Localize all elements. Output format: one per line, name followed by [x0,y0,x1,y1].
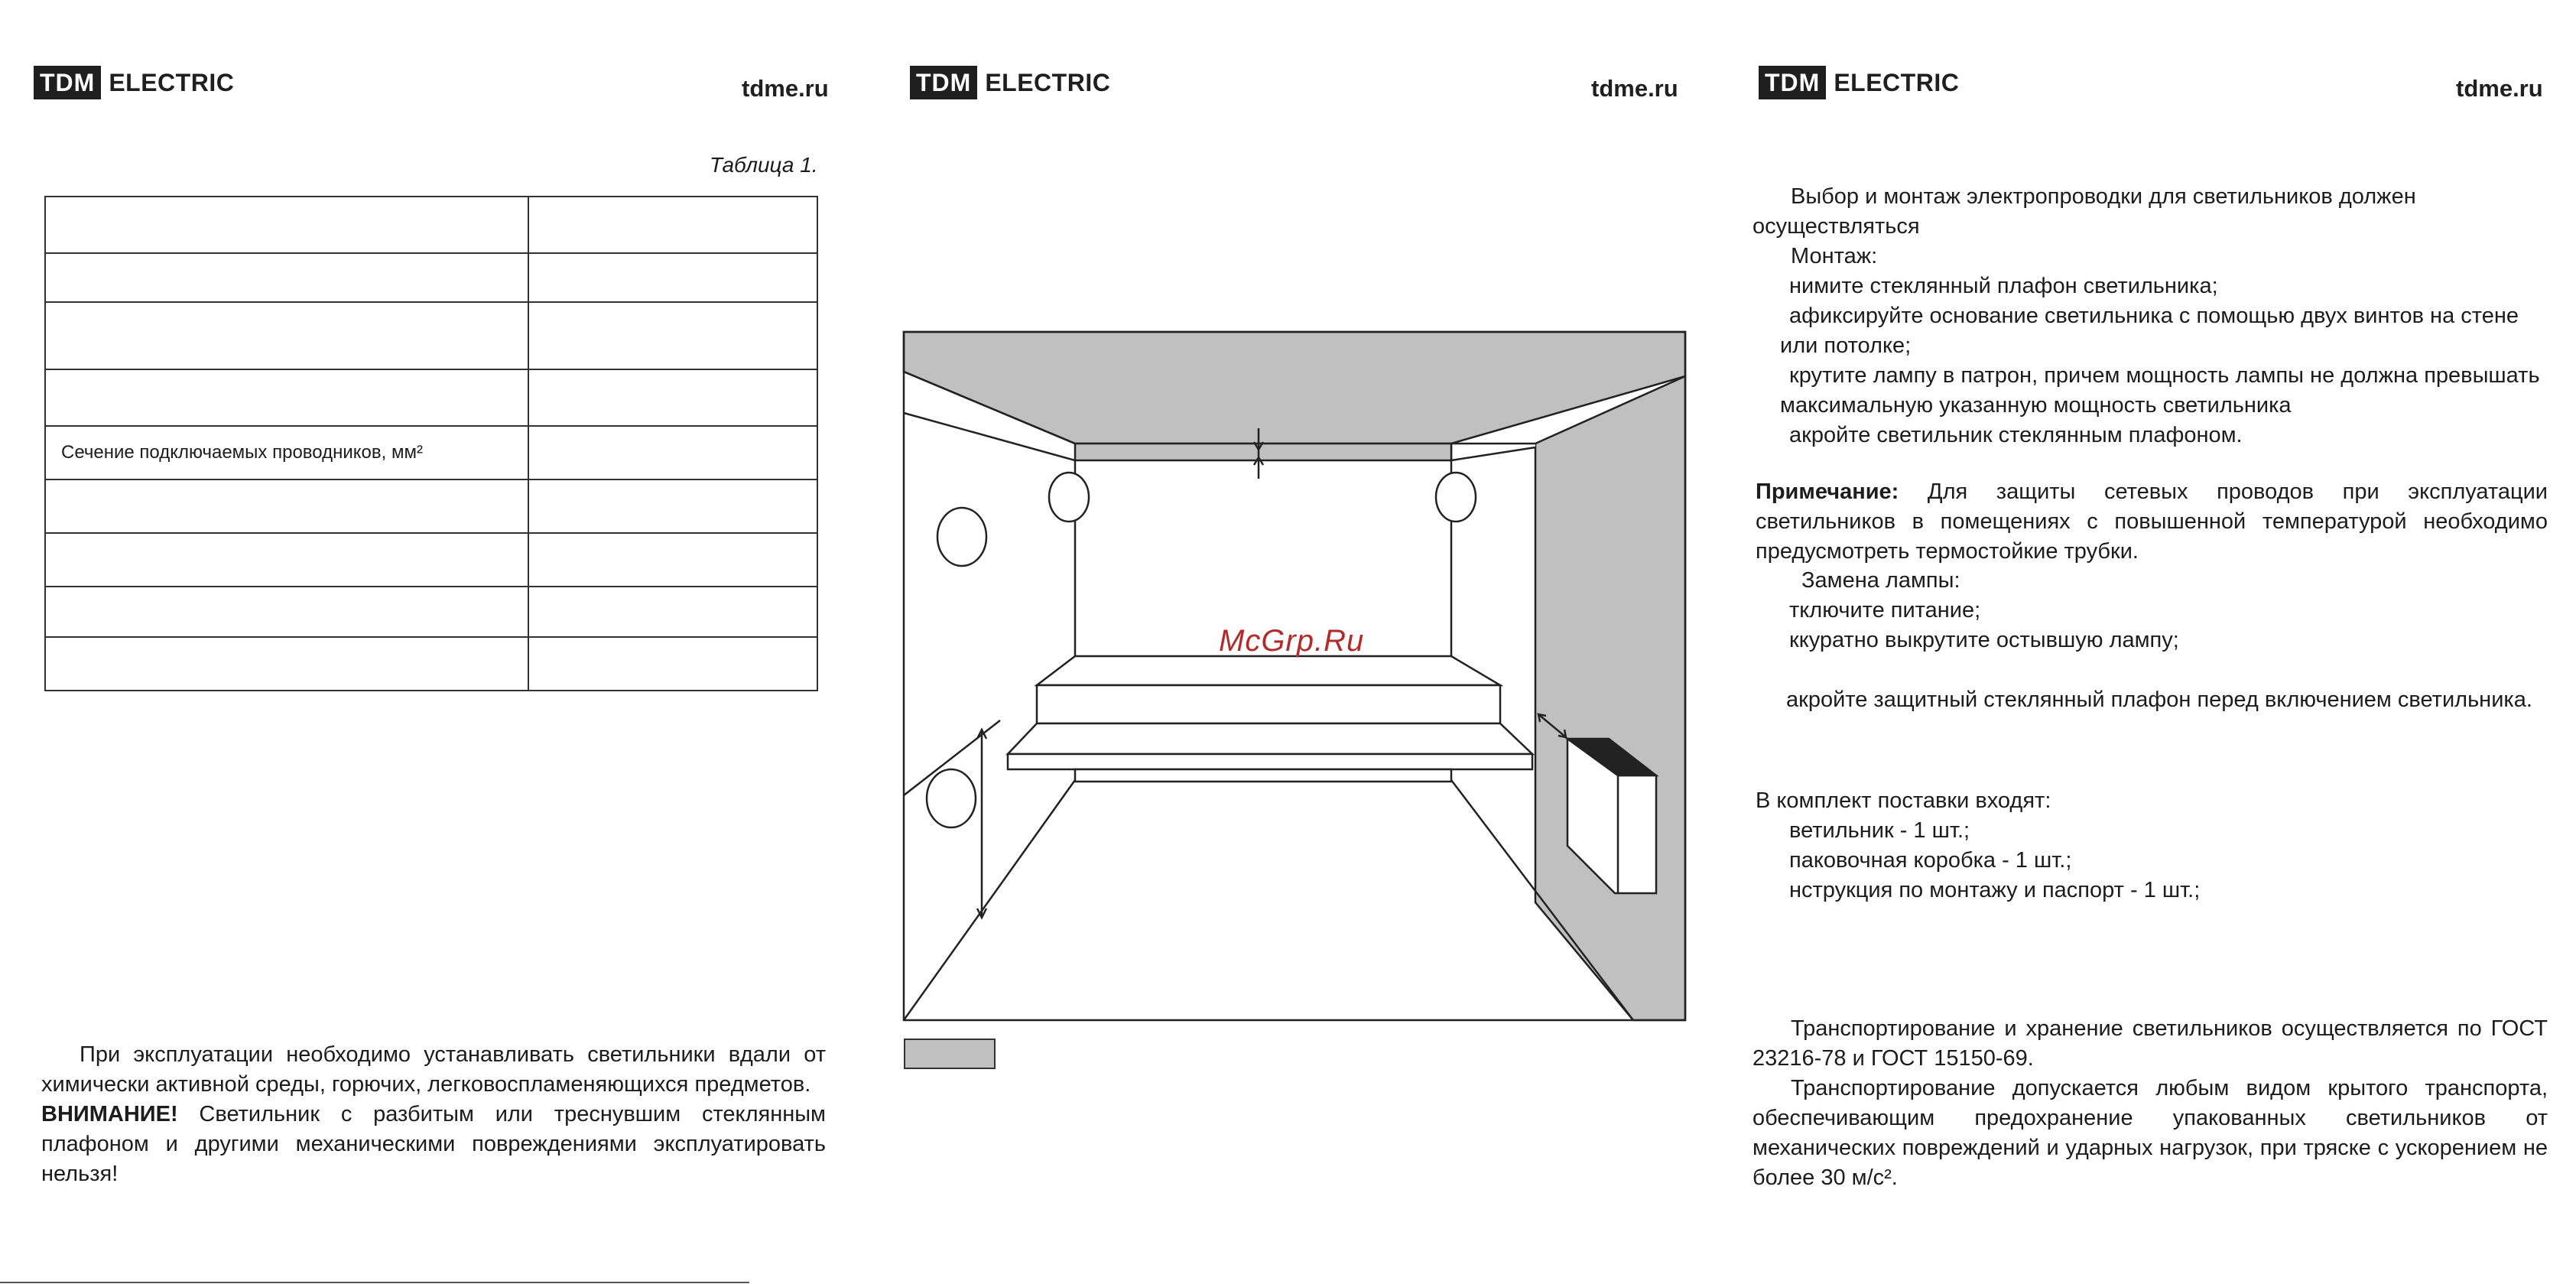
lamp-3 [937,508,986,566]
site-url: tdme.ru [2456,75,2543,102]
table-cell-param: Сечение подключаемых проводников, мм² [45,426,528,479]
bench-lower [1008,723,1532,754]
transport-block [1753,1014,2548,1193]
table-cell-value [528,197,817,253]
install-steps [1753,271,2548,450]
install-step: афиксируйте основание светильника с помощью двух винтов на стене или потолке; [1780,304,2519,358]
table-row [45,587,817,637]
table-cell-param [45,533,528,587]
table-cell-param [45,369,528,426]
note-label: Примечание: [1756,479,1899,504]
install-title: Монтаж: [1791,244,1878,268]
lamp-4 [927,769,976,827]
table-cell-param [45,197,528,253]
table-row [45,637,817,691]
lamp-step: ккуратно выкрутите остывшую лампу; [1789,628,2179,652]
lamp-2 [1436,473,1476,522]
lamp-title: Замена лампы: [1801,568,1960,593]
install-intro: Выбор и монтаж электропроводки для светильников должен осуществляться [1753,184,2416,239]
ceiling-surface [904,332,1685,444]
back-wall [1075,444,1451,460]
table-row [45,426,817,479]
install-step: акройте светильник стеклянным плафоном. [1789,423,2243,447]
note-block [1756,477,2548,567]
brand-logo [910,66,1110,99]
lamp-1 [1049,473,1089,522]
site-url: tdme.ru [742,75,829,102]
table-row [45,197,817,253]
install-block [1753,182,2548,450]
table-row [45,533,817,587]
table-row [45,479,817,533]
kit-item: паковочная коробка - 1 шт.; [1789,848,2072,873]
table-cell-param [45,587,528,637]
table-row [45,253,817,302]
table-row [45,302,817,369]
logo-word: ELECTRIC [109,68,235,96]
table-cell-value [528,587,817,637]
table-cell-param [45,637,528,691]
logo-box: TDM [910,66,977,99]
table-cell-value [528,302,817,369]
table-cell-value [528,369,817,426]
lamp-step: тключите питание; [1789,598,1981,622]
transport-text-2: Транспортирование допускается любым видом крытого транспорта, обеспечивающим предохранение упакованных светильников от механических повреждений и ударных нагрузок, при тряске с ускорением не более 30 м/с². [1753,1076,2548,1190]
kit-items [1756,816,2551,905]
table-cell-param [45,479,528,533]
install-step: крутите лампу в патрон, причем мощность лампы не должна превышать максимальную указанную мощность светильника [1780,363,2540,418]
kit-block [1756,786,2551,905]
attention-label: ВНИМАНИЕ! [41,1102,178,1126]
table-cell-value [528,533,817,587]
site-url: tdme.ru [1591,75,1678,102]
watermark-text: McGrp.Ru [1219,624,1365,658]
spec-table [44,196,818,691]
kit-title: В комплект поставки входят: [1756,788,2051,813]
table-cell-value [528,426,817,479]
right-wall-surface [1535,376,1685,1020]
table-cell-value [528,637,817,691]
legend-swatch [904,1039,996,1069]
brand-logo [34,66,234,99]
install-step: нимите стеклянный плафон светильника; [1789,274,2218,298]
logo-box: TDM [34,66,101,99]
table-cell-value [528,479,817,533]
brand-logo [1759,66,1959,99]
kit-item: нструкция по монтажу и паспорт - 1 шт.; [1789,878,2201,902]
logo-box: TDM [1759,66,1826,99]
page-divider [0,1282,749,1283]
room-installation-diagram [901,329,1688,1025]
table-cell-param [45,302,528,369]
lamp-final: акройте защитный стеклянный плафон перед включением светильника. [1786,688,2532,712]
logo-word: ELECTRIC [1834,68,1960,96]
bench-top [1037,656,1500,685]
kit-item: ветильник - 1 шт.; [1789,818,1970,843]
table-cell-value [528,253,817,302]
lamp-steps [1756,596,2551,655]
transport-text-1: Транспортирование и хранение светильников осуществляется по ГОСТ 23216-78 и ГОСТ 15150-69. [1753,1016,2548,1071]
table-caption: Таблица 1. [710,153,818,177]
table-row [45,369,817,426]
warning-text: При эксплуатации необходимо устанавливать светильники вдали от химически активной среды, горючих, легковоспламеняющихся предметов. [41,1042,826,1097]
logo-word: ELECTRIC [985,68,1111,96]
warning-block [41,1040,826,1189]
note-text: Для защиты сетевых проводов при эксплуатации светильников в помещениях с повышенной температурой необходимо предусмотреть термостойкие трубки. [1756,479,2548,564]
lamp-block [1756,566,2551,715]
attention-text: Светильник с разбитым или треснувшим стеклянным плафоном и другими механическими повреждениями эксплуатировать нельзя! [41,1102,826,1186]
table-cell-param [45,253,528,302]
bench-upper [1037,685,1500,723]
